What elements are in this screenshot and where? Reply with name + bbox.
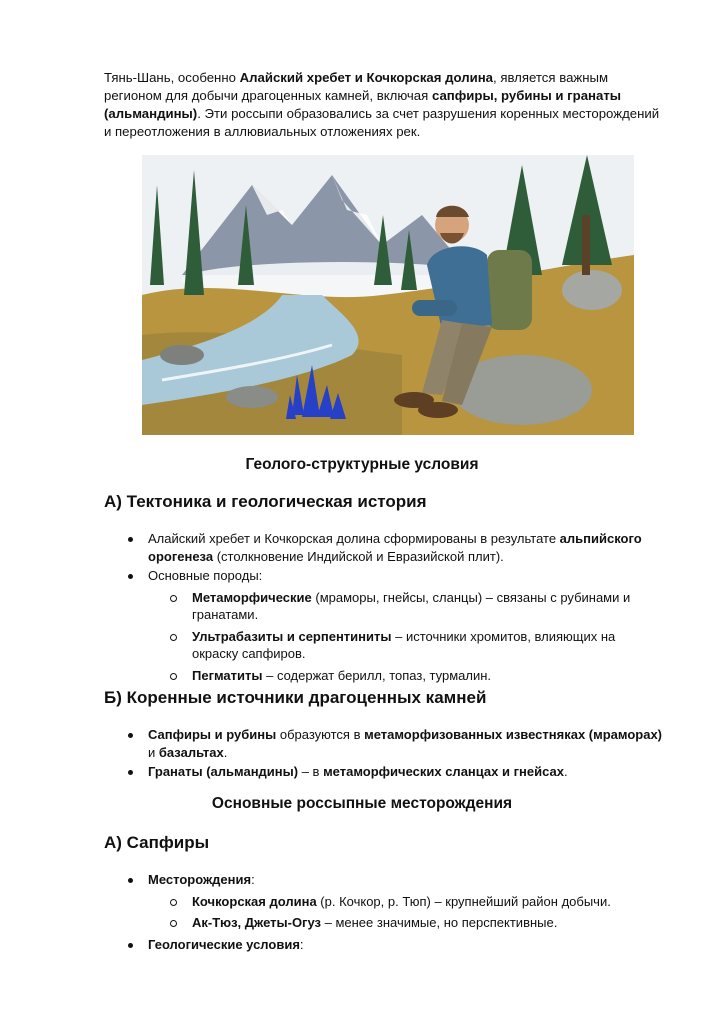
mountain-scene-illustration (142, 155, 634, 435)
heading-sapphires: А) Сапфиры (104, 833, 210, 852)
sapphires-list (104, 871, 664, 955)
list-item: Пегматиты – содержат берилл, топаз, турмалин. (148, 667, 664, 685)
intro-paragraph: Тянь-Шань, особенно Алайский хребет и Кочкорская долина, является важным регионом для добычи драгоценных камней, включая сапфиры, рубины и гранаты (альмандины). Эти россыпи образовались за счет разрушения коренных месторождений и переотложения в аллювиальных отложениях рек. (104, 70, 660, 139)
list-item: Гранаты (альмандины) – в метаморфических сланцах и гнейсах. (104, 763, 664, 781)
list-item: Алайский хребет и Кочкорская долина сформированы в результате альпийского орогенеза (столкновение Индийской и Евразийской плит). (104, 530, 664, 565)
list-item: Сапфиры и рубины образуются в метаморфизованных известняках (мраморах) и базальтах. (104, 726, 664, 761)
section-title-geology: Геолого-структурные условия (245, 456, 479, 473)
heading-tectonics: А) Тектоника и геологическая история (104, 492, 427, 511)
list-item: Метаморфические (мраморы, гнейсы, сланцы) – связаны с рубинами и гранатами. (148, 589, 664, 624)
deposits-list (148, 893, 664, 932)
river-rock (226, 386, 278, 408)
list-item: Месторождения: Кочкорская долина (р. Кочкор, р. Тюп) – крупнейший район добычи. Ак-Тюз, Джеты-Огуз – менее значимые, но перспективные. (104, 871, 664, 932)
watercolor-illustration (142, 155, 634, 435)
list-item: Геологические условия: (104, 936, 664, 954)
backpack (487, 250, 532, 330)
river-rock (160, 345, 204, 365)
list-item: Ак-Тюз, Джеты-Огуз – менее значимые, но перспективные. (148, 914, 664, 932)
list-item: Ультрабазиты и серпентиниты – источники хромитов, влияющих на окраску сапфиров. (148, 628, 664, 663)
rock-types-list (148, 589, 664, 685)
list-item: Кочкорская долина (р. Кочкор, р. Тюп) – крупнейший район добычи. (148, 893, 664, 911)
heading-primary-sources: Б) Коренные источники драгоценных камней (104, 688, 487, 707)
section-title-placers: Основные россыпные месторождения (211, 795, 513, 812)
hiker-boot (418, 402, 458, 418)
primary-sources-list (104, 726, 664, 783)
tectonics-list (104, 530, 664, 688)
boulder (562, 270, 622, 310)
list-item: Основные породы: Метаморфические (мраморы, гнейсы, сланцы) – связаны с рубинами и гранатами. Ультрабазиты и серпентиниты – источники хромитов, влияющих на окраску сапфиров. Пегматиты – содержат берилл, топаз, турмалин. (104, 567, 664, 684)
